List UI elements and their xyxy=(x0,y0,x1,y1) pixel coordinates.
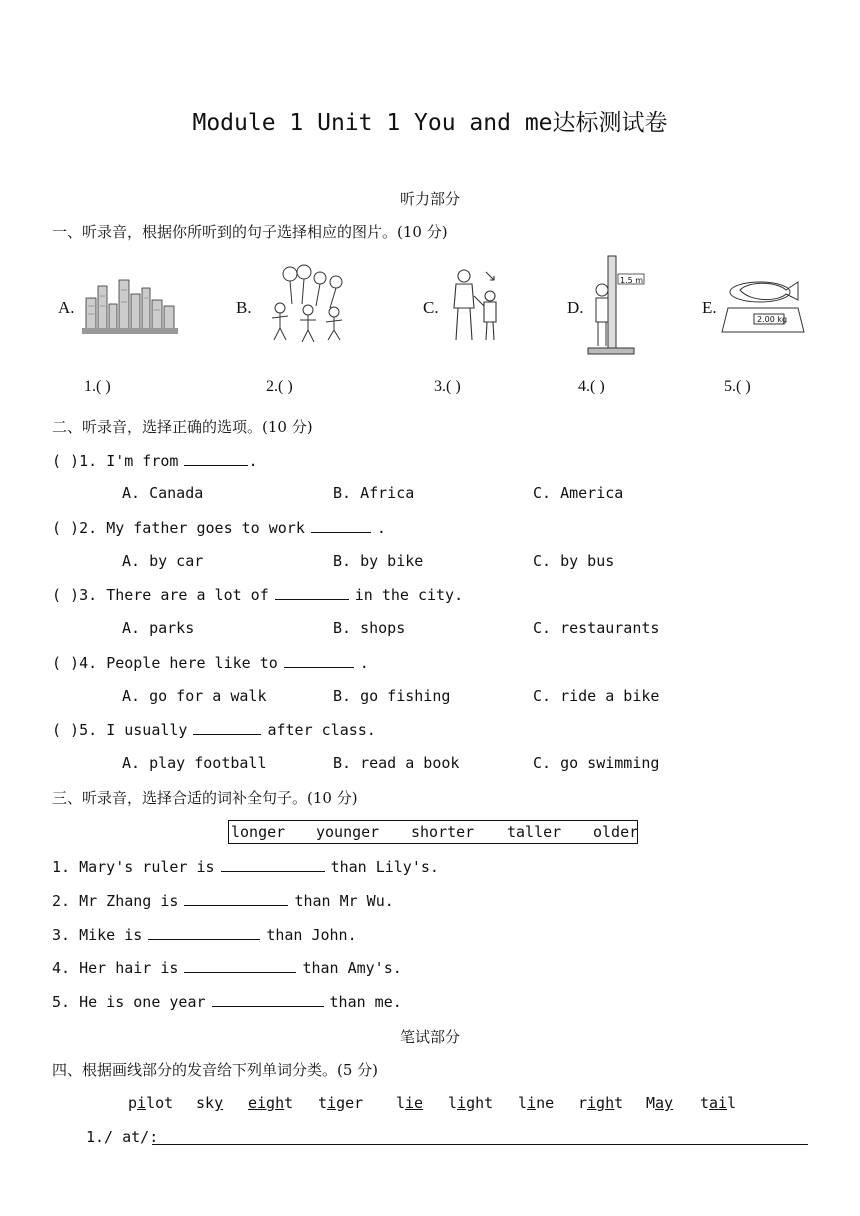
picture-letter-d: D. xyxy=(567,298,584,317)
phonics-word: lie xyxy=(396,1094,424,1112)
answer-blank-5[interactable]: 5.( ) xyxy=(724,378,751,395)
q1-option-a[interactable]: A. Canada xyxy=(122,484,204,502)
q2-option-c[interactable]: C. by bus xyxy=(533,552,615,570)
question-5 xyxy=(52,720,376,739)
phonics-word: sky xyxy=(196,1094,224,1112)
sentence-number: 3. xyxy=(52,926,71,944)
answer-blank-3[interactable]: 3.( ) xyxy=(434,378,461,395)
question-bracket[interactable]: ( )4. xyxy=(52,654,98,672)
answer-blank[interactable] xyxy=(275,585,349,600)
q1-option-b[interactable]: B. Africa xyxy=(333,484,415,502)
word-bank-item: longer xyxy=(231,823,286,841)
phonics-word: May xyxy=(646,1094,674,1112)
word-bank-item: younger xyxy=(316,823,380,841)
question-text-after: . xyxy=(248,452,258,470)
sentence-before: Mr Zhang is xyxy=(79,892,179,910)
answer-blank[interactable] xyxy=(212,992,324,1007)
question-text: People here like to xyxy=(106,654,278,672)
sentence-after: than me. xyxy=(329,993,402,1011)
phonics-word: pilot xyxy=(128,1094,174,1112)
category-1-label: 1./ at/: xyxy=(86,1128,159,1146)
mother-and-child-icon xyxy=(442,266,522,346)
word-bank-item: older xyxy=(593,823,639,841)
sentence-number: 5. xyxy=(52,993,71,1011)
section2-heading: 二、听录音，选择正确的选项。(10 分) xyxy=(52,418,313,436)
fill-sentence-3 xyxy=(52,925,357,944)
height-tag: 1.5 m xyxy=(620,276,644,285)
city-skyline-icon xyxy=(82,276,178,338)
q3-option-c[interactable]: C. restaurants xyxy=(533,619,660,637)
question-4 xyxy=(52,653,369,672)
weight-tag: 2.00 kg xyxy=(757,315,788,324)
children-with-balloons-icon xyxy=(262,264,358,346)
q5-option-b[interactable]: B. read a book xyxy=(333,754,460,772)
question-bracket[interactable]: ( )2. xyxy=(52,519,98,537)
question-bracket[interactable]: ( )3. xyxy=(52,586,98,604)
question-text: I'm from xyxy=(106,452,179,470)
answer-blank-4[interactable]: 4.( ) xyxy=(578,378,605,395)
fill-sentence-4 xyxy=(52,958,402,977)
answer-blank[interactable] xyxy=(221,857,325,872)
picture-letter-b: B. xyxy=(236,298,252,317)
answer-blank[interactable] xyxy=(184,958,296,973)
sentence-number: 1. xyxy=(52,858,71,876)
question-2 xyxy=(52,518,386,537)
answer-blank[interactable] xyxy=(284,653,354,668)
sentence-after: than Lily's. xyxy=(330,858,439,876)
answer-blank[interactable] xyxy=(184,451,248,466)
word-bank-item: shorter xyxy=(411,823,475,841)
picture-letter-a: A. xyxy=(58,298,75,317)
phonics-word: tiger xyxy=(318,1094,364,1112)
page-title: Module 1 Unit 1 You and me达标测试卷 xyxy=(192,110,668,136)
picture-letter-e: E. xyxy=(702,298,717,317)
word-bank-item: taller xyxy=(507,823,562,841)
listening-section-label: 听力部分 xyxy=(399,190,460,208)
picture-letter-c: C. xyxy=(423,298,439,317)
sentence-before: Mike is xyxy=(79,926,143,944)
section1-heading: 一、听录音，根据你所听到的句子选择相应的图片。(10 分) xyxy=(52,223,448,241)
section3-heading: 三、听录音，选择合适的词补全句子。(10 分) xyxy=(52,789,358,807)
question-text: I usually xyxy=(106,721,188,739)
answer-blank-1[interactable]: 1.( ) xyxy=(84,378,111,395)
q2-option-b[interactable]: B. by bike xyxy=(333,552,424,570)
sentence-after: than John. xyxy=(266,926,357,944)
answer-blank[interactable] xyxy=(148,925,260,940)
child-height-measure-icon xyxy=(586,254,656,358)
phonics-word: right xyxy=(578,1094,624,1112)
question-bracket[interactable]: ( )1. xyxy=(52,452,98,470)
question-text-after: . xyxy=(359,654,369,672)
section4-heading: 四、根据画线部分的发音给下列单词分类。(5 分) xyxy=(52,1061,379,1079)
fill-sentence-5 xyxy=(52,992,402,1011)
answer-blank-2[interactable]: 2.( ) xyxy=(266,378,293,395)
sentence-number: 4. xyxy=(52,959,71,977)
q3-option-b[interactable]: B. shops xyxy=(333,619,406,637)
q2-option-a[interactable]: A. by car xyxy=(122,552,204,570)
sentence-before: Her hair is xyxy=(79,959,179,977)
question-text-after: after class. xyxy=(267,721,376,739)
question-3 xyxy=(52,585,463,604)
answer-blank[interactable] xyxy=(184,891,288,906)
sentence-before: He is one year xyxy=(79,993,206,1011)
phonics-word: tail xyxy=(700,1094,737,1112)
answer-blank[interactable] xyxy=(311,518,371,533)
fish-on-scale-icon xyxy=(720,276,806,338)
fill-sentence-1 xyxy=(52,857,439,876)
sentence-after: than Amy's. xyxy=(302,959,402,977)
phonics-word: line xyxy=(518,1094,555,1112)
q4-option-b[interactable]: B. go fishing xyxy=(333,687,451,705)
q1-option-c[interactable]: C. America xyxy=(533,484,624,502)
question-1 xyxy=(52,451,257,470)
question-text-after: . xyxy=(376,519,386,537)
question-text: My father goes to work xyxy=(106,519,305,537)
word-bank xyxy=(228,820,638,844)
fill-sentence-2 xyxy=(52,891,394,910)
sentence-number: 2. xyxy=(52,892,71,910)
question-text-after: in the city. xyxy=(354,586,464,604)
question-text: There are a lot of xyxy=(106,586,269,604)
answer-blank[interactable] xyxy=(193,720,261,735)
sentence-before: Mary's ruler is xyxy=(79,858,215,876)
writing-section-label: 笔试部分 xyxy=(399,1028,460,1046)
q4-option-a[interactable]: A. go for a walk xyxy=(122,687,267,705)
phonics-word: light xyxy=(448,1094,494,1112)
phonics-word: eight xyxy=(248,1094,294,1112)
question-bracket[interactable]: ( )5. xyxy=(52,721,98,739)
q4-option-c[interactable]: C. ride a bike xyxy=(533,687,660,705)
q5-option-c[interactable]: C. go swimming xyxy=(533,754,660,772)
q3-option-a[interactable]: A. parks xyxy=(122,619,195,637)
q5-option-a[interactable]: A. play football xyxy=(122,754,267,772)
category-1-answer-line[interactable] xyxy=(152,1144,808,1145)
sentence-after: than Mr Wu. xyxy=(294,892,394,910)
